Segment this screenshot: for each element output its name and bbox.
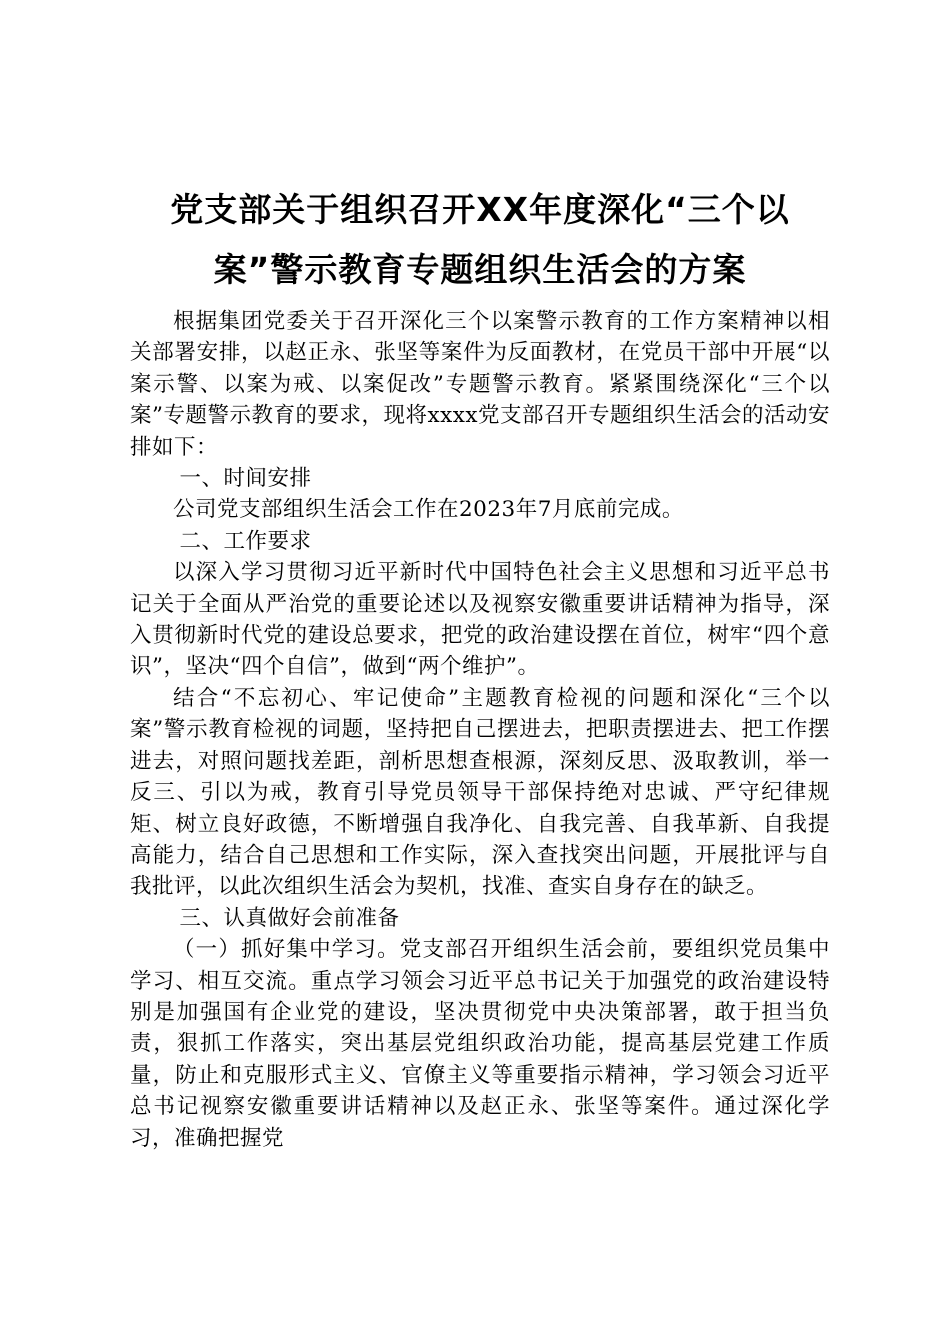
- preparation-paragraph-1: （一）抓好集中学习。党支部召开组织生活会前，要组织党员集中学习、相互交流。重点学习领会习近平总书记关于加强党的政治建设特别是加强国有企业党的建设，坚决贯彻党中央决策部署，敢于担当负责，狠抓工作落实，突出基层党组织政治功能，提高基层党建工作质量，防止和克服形式主义、官僚主义等重要指示精神，学习领会习近平总书记视察安徽重要讲话精神以及赵正永、张坚等案件。通过深化学习，准确把握党: [130, 937, 830, 1151]
- schedule-paragraph: 公司党支部组织生活会工作在2023年7月底前完成。: [173, 497, 684, 523]
- requirements-paragraph-2: 结合“不忘初心、牢记使命”主题教育检视的问题和深化“三个以案”警示教育检视的词题，坚持把自己摆进去，把职责摆进去、把工作摆进去，对照问题找差距，剖析思想查根源，深刻反思、汲取教训，举一反三、引以为戒，教育引导党员领导干部保持绝对忠诚、严守纪律规矩、树立良好政德，不断增强自我净化、自我完善、自我革新、自我提高能力，结合自己思想和工作实际，深入查找突出问题，开展批评与自我批评，以此次组织生活会为契机，找准、查实自身存在的缺乏。: [130, 685, 830, 900]
- document-page: [130, 180, 830, 1154]
- document-title: 党支部关于组织召开XX年度深化“三个以案”警示教育专题组织生活会的方案: [170, 190, 790, 289]
- section-heading-schedule: 一、时间安排: [179, 466, 312, 492]
- document-body: [130, 306, 830, 1154]
- intro-paragraph: 根据集团党委关于召开深化三个以案警示教育的工作方案精神以相关部署安排，以赵正永、张坚等案件为反面教材，在党员干部中开展“以案示警、以案为戒、以案促改”专题警示教育。紧紧围绕深化“三个以案”专题警示教育的要求，现将xxxx党支部召开专题组织生活会的活动安排如下：: [130, 309, 830, 460]
- section-heading-requirements: 二、工作要求: [179, 528, 312, 554]
- requirements-paragraph-1: 以深入学习贯彻习近平新时代中国特色社会主义思想和习近平总书记关于全面从严治党的重要论述以及视察安徽重要讲话精神为指导，深入贯彻新时代党的建设总要求，把党的政治建设摆在首位，树牢“四个意识”，坚决“四个自信”，做到“两个维护”。: [130, 560, 830, 680]
- section-heading-preparation: 三、认真做好会前准备: [179, 905, 400, 931]
